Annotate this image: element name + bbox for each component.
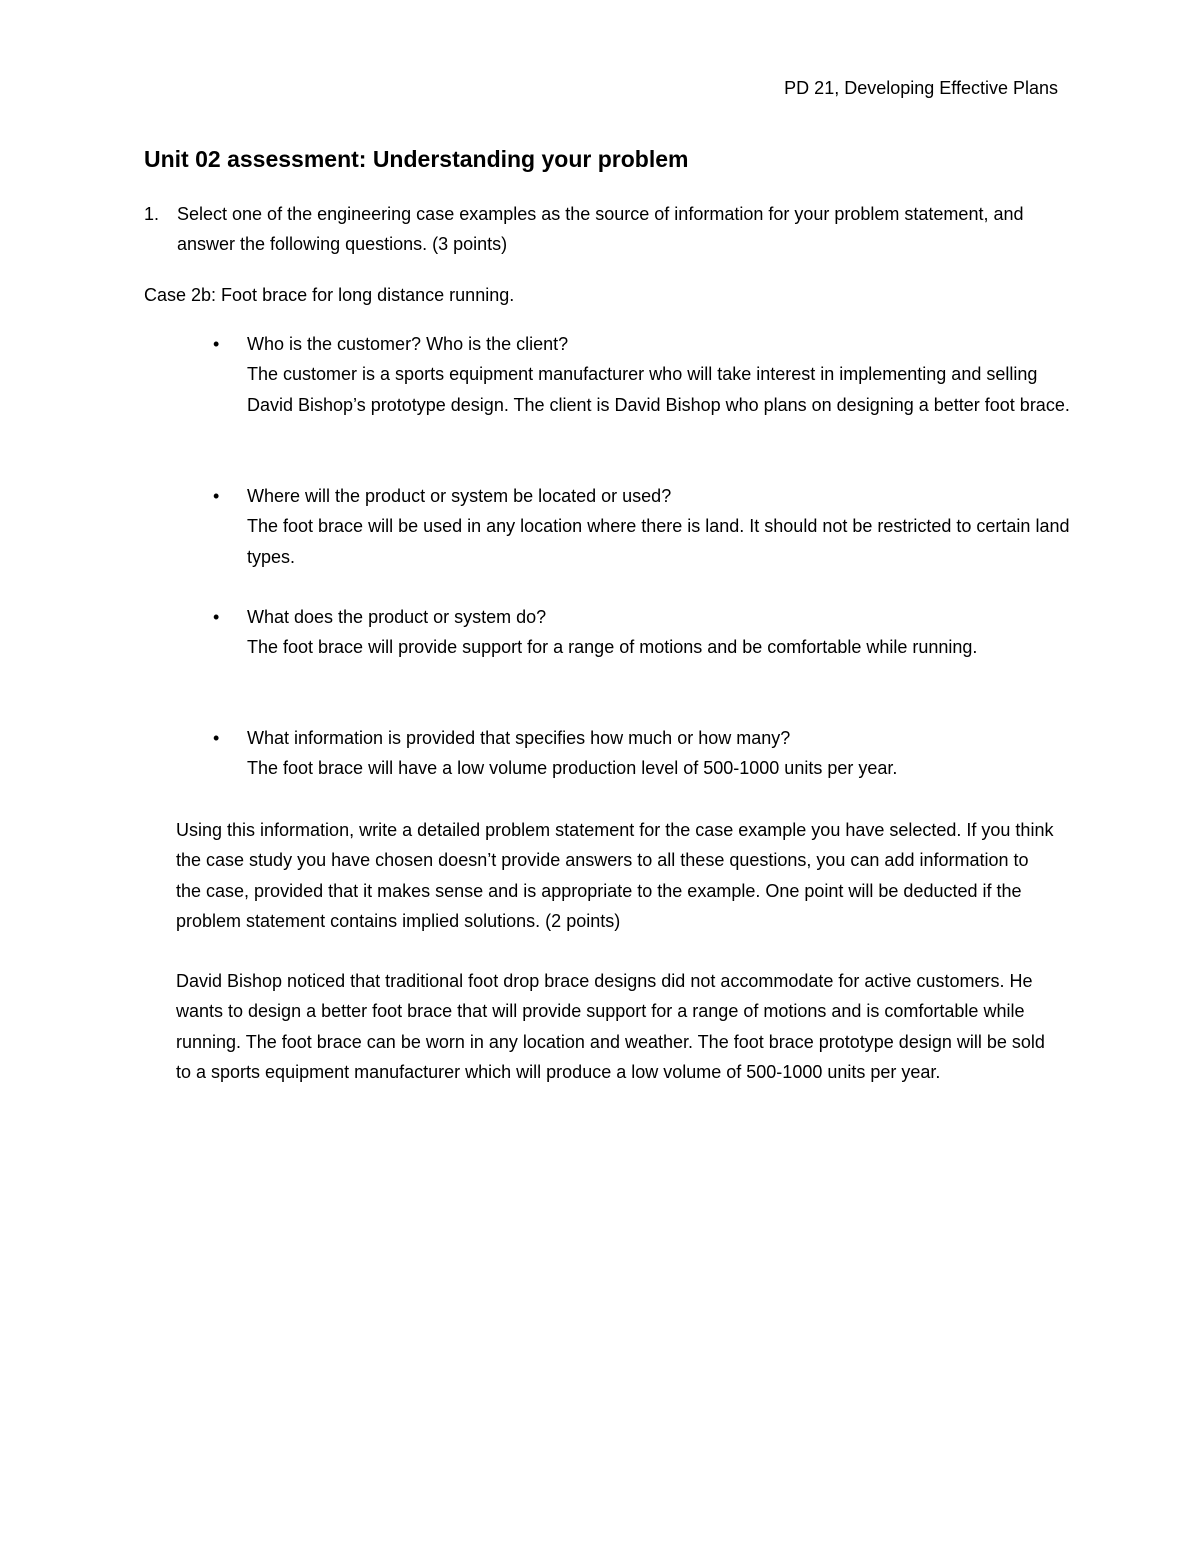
question-number: 1. — [144, 204, 160, 224]
bullet-icon: • — [213, 728, 220, 748]
case-selection: Case 2b: Foot brace for long distance running. — [144, 285, 515, 305]
bullet-question: Who is the customer? Who is the client? — [247, 334, 569, 354]
bullet-icon: • — [213, 607, 220, 627]
bullet-answer: The foot brace will have a low volume production level of 500-1000 units per year. — [247, 758, 898, 779]
problem-statement-paragraph: David Bishop noticed that traditional foot drop brace designs did not accommodate for active customers. He wants to design a better foot brace that will provide support for a range of motions and is comfortable while running. The foot brace can be worn in any location and weather. The foot brace prototype design will be sold to a sports equipment manufacturer which will produce a low volume of 500-1000 units per year. — [176, 971, 1045, 1083]
question-text: Select one of the engineering case examples as the source of information for your problem statement, and answer the following questions. (3 points) — [177, 204, 1024, 255]
bullet-icon: • — [213, 334, 220, 354]
instruction-paragraph: Using this information, write a detailed problem statement for the case example you have selected. If you think the case study you have chosen doesn’t provide answers to all these questions, you can add information to the case, provided that it makes sense and is appropriate to the example. One point will be deducted if the problem statement contains implied solutions. (2 points) — [176, 820, 1054, 932]
bullet-question: Where will the product or system be located or used? — [247, 486, 672, 506]
bullet-answer: The foot brace will provide support for a range of motions and be comfortable while running. — [247, 637, 978, 658]
running-header: PD 21, Developing Effective Plans — [784, 78, 1058, 98]
bullet-answer: The customer is a sports equipment manufacturer who will take interest in implementing and selling David Bishop’s prototype design. The client is David Bishop who plans on designing a better foot brace. — [247, 364, 1070, 415]
bullet-question: What does the product or system do? — [247, 607, 547, 627]
bullet-icon: • — [213, 486, 220, 506]
bullet-answer: The foot brace will be used in any location where there is land. It should not be restricted to certain land types. — [247, 516, 1070, 567]
page-title: Unit 02 assessment: Understanding your problem — [144, 146, 689, 172]
bullet-question: What information is provided that specifies how much or how many? — [247, 728, 791, 748]
